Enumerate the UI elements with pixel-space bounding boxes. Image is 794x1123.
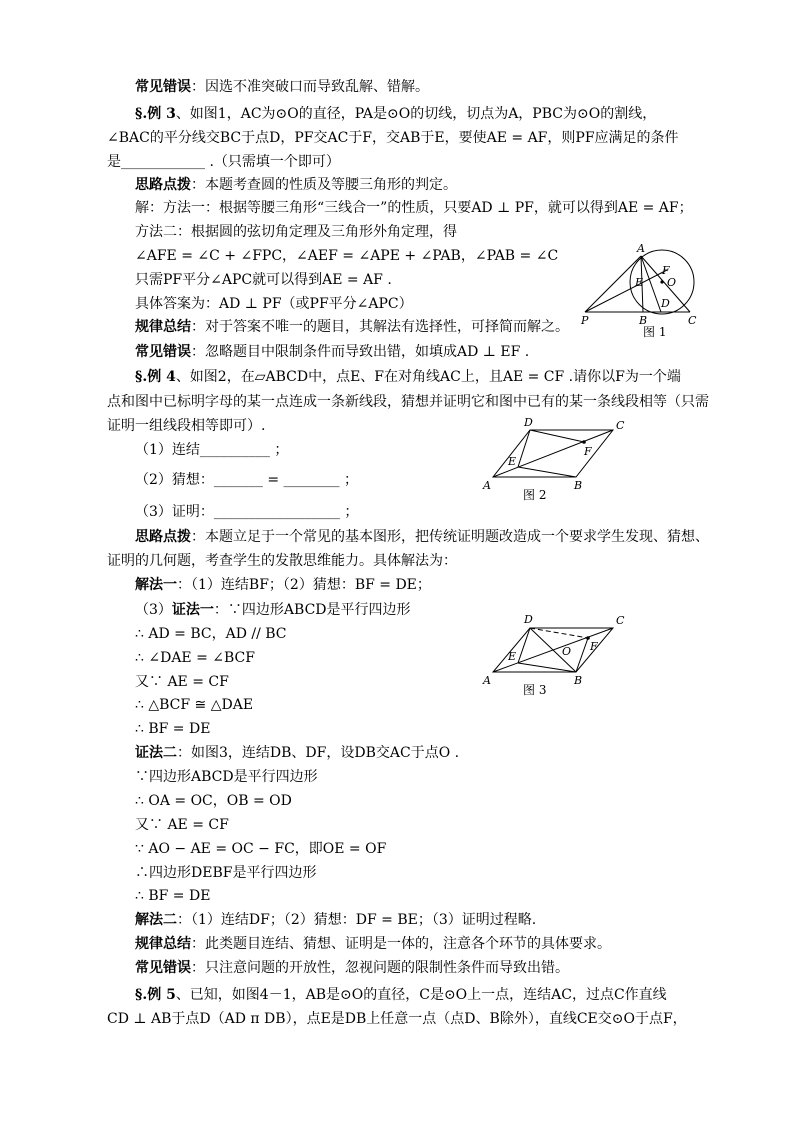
line-text: ：本题考查圆的性质及等腰三角形的判定。 xyxy=(191,177,457,193)
method-2-conclusion: 只需PF平分∠APC就可以得到AE = AF . xyxy=(135,272,392,288)
fig3-caption: 图 3 xyxy=(523,683,547,697)
line-text: 、已知，如图4－1，AB是⊙O的直径，C是⊙O上一点，连结AC，过点C作直线 xyxy=(175,987,667,1003)
common-error-2 xyxy=(135,342,529,362)
example-3-line-3: 是____________ .（只需填一个即可） xyxy=(107,154,340,170)
fig2-label-a: A xyxy=(483,479,491,492)
solution-2 xyxy=(135,910,536,930)
summary-2 xyxy=(135,934,611,954)
line-text: ：对于答案不唯一的题目，其解法有选择性，可择简而解之。 xyxy=(191,319,569,335)
line-label: 常见错误 xyxy=(135,344,191,360)
proof-2-step: ∵四边形ABCD是平行四边形 xyxy=(135,769,318,785)
hint-2-line-2: 证明的几何题，考查学生的发散思维能力。具体解法为： xyxy=(107,553,457,569)
figure-3 xyxy=(478,608,638,700)
blank-guess: （2）猜想：_______ = ________ ； xyxy=(135,472,358,488)
fig1-label-d: D xyxy=(661,297,670,310)
fig3-label-e: E xyxy=(508,650,517,663)
hint-1 xyxy=(135,175,457,195)
line-label: 证法二 xyxy=(135,745,177,761)
line-label: 证法一 xyxy=(171,602,214,618)
proof-1-step: ∴ △BCF ≅ △DAE xyxy=(135,697,254,713)
line-label: 常见错误 xyxy=(135,79,191,95)
line-text: ：（1）连结DF；（2）猜想：DF = BE；（3）证明过程略. xyxy=(177,912,537,928)
method-1: 解：方法一：根据等腰三角形“三线合一”的性质，只要AD ⊥ PF，就可以得到AE = AF； xyxy=(135,200,693,216)
proof-2-step: ∴ OA = OC，OB = OD xyxy=(135,793,292,809)
line-label: 规律总结 xyxy=(135,936,191,952)
fig3-label-b: B xyxy=(574,674,583,687)
example-4-line-2: 点和图中已标明字母的某一点连成一条新线段，猜想并证明它和图中已有的某一条线段相等（只需 xyxy=(107,394,709,410)
blank-proof: （3）证明：__________________ ； xyxy=(135,504,359,520)
proof-2-start xyxy=(135,743,459,763)
proof-1-step: ∴ BF = DE xyxy=(135,721,211,737)
answer-3: 具体答案为：AD ⊥ PF（或PF平分∠APC） xyxy=(135,296,413,312)
fig3-label-d: D xyxy=(524,613,533,626)
figure-1 xyxy=(575,240,705,340)
fig3-label-a: A xyxy=(483,674,491,687)
common-error-3 xyxy=(135,958,569,978)
proof-1-step: 又∵ AE = CF xyxy=(135,674,229,690)
example-3-heading xyxy=(135,104,656,124)
fig2-label-d: D xyxy=(524,416,533,429)
fig1-label-p: P xyxy=(581,314,589,327)
line-label: 思路点拨 xyxy=(135,529,191,545)
fig3-label-c: C xyxy=(616,614,625,627)
line-label: 解法二 xyxy=(135,912,177,928)
fig2-label-e: E xyxy=(508,455,517,468)
fig1-label-o: O xyxy=(667,276,677,289)
fig1-label-b: B xyxy=(639,314,648,327)
line-label: 常见错误 xyxy=(135,960,191,976)
fig3-label-f: F xyxy=(590,640,598,653)
solution-1 xyxy=(135,575,431,595)
example-4-heading xyxy=(135,367,681,387)
line-prefix: （3） xyxy=(135,602,172,618)
fig1-label-f: F xyxy=(662,264,670,277)
line-text: 、如图1，AC为⊙O的直径，PA是⊙O的切线，切点为A，PBC为⊙O的割线， xyxy=(175,106,657,122)
summary-1 xyxy=(135,317,569,337)
blank-connect: （1）连结__________ ； xyxy=(135,442,289,458)
hint-2 xyxy=(135,527,709,547)
line-label: 解法一 xyxy=(135,577,177,593)
line-text: 、如图2，在▱ABCD中，点E、F在对角线AC上，且AE = CF .请你以F为一个端 xyxy=(175,369,681,385)
fig1-label-c: C xyxy=(688,314,697,327)
fig1-label-a: A xyxy=(637,242,645,255)
figure-2 xyxy=(478,415,638,505)
line-text: ：本题立足于一个常见的基本图形，把传统证明题改造成一个要求学生发现、猜想、 xyxy=(191,529,709,545)
line-text: ：此类题目连结、猜想、证明是一体的，注意各个环节的具体要求。 xyxy=(191,936,611,952)
proof-1-step: ∴ AD = BC，AD // BC xyxy=(135,626,287,642)
proof-2-step: ∴四边形DEBF是平行四边形 xyxy=(135,865,317,881)
line-text: ：如图3，连结DB、DF，设DB交AC于点O . xyxy=(177,745,460,761)
example-3-line-2: ∠BAC的平分线交BC于点D，PF交AC于F，交AB于E，要使AE = AF，则PF应满足的条件 xyxy=(107,130,679,146)
example-label: §.例 4 xyxy=(135,369,176,385)
proof-1-step: ∴ ∠DAE = ∠BCF xyxy=(135,650,255,666)
fig3-label-o: O xyxy=(562,645,572,658)
line-text: ：忽略题目中限制条件而导致出错，如填成AD ⊥ EF . xyxy=(191,344,530,360)
example-5-heading xyxy=(135,985,667,1005)
line-text: ：（1）连结BF；（2）猜想：BF = DE； xyxy=(177,577,431,593)
example-5-line-2: CD ⊥ AB于点D（AD π DB），点E是DB上任意一点（点D、B除外），直线CE交⊙O于点F， xyxy=(107,1011,687,1027)
example-label: §.例 3 xyxy=(135,106,176,122)
fig1-caption: 图 1 xyxy=(643,325,667,339)
proof-2-step: ∴ BF = DE xyxy=(135,888,211,904)
fig2-label-c: C xyxy=(616,419,625,432)
common-error-1 xyxy=(135,77,429,97)
line-text: ：只注意问题的开放性，忽视问题的限制性条件而导致出错。 xyxy=(191,960,569,976)
example-4-line-3: 证明一组线段相等即可）. xyxy=(107,418,266,434)
fig1-label-e: E xyxy=(635,276,644,289)
line-text: ：因选不准突破口而导致乱解、错解。 xyxy=(191,79,429,95)
proof-1-start xyxy=(135,600,411,620)
line-text: ：∵四边形ABCD是平行四边形 xyxy=(213,602,411,618)
proof-2-step: ∵ AO − AE = OC − FC，即OE = OF xyxy=(135,841,387,857)
fig2-label-b: B xyxy=(574,479,583,492)
method-2-angles: ∠AFE = ∠C + ∠FPC，∠AEF = ∠APE + ∠PAB，∠PAB = ∠C xyxy=(135,248,559,264)
fig2-label-f: F xyxy=(584,445,592,458)
example-label: §.例 5 xyxy=(135,987,176,1003)
proof-2-step: 又∵ AE = CF xyxy=(135,817,229,833)
line-label: 规律总结 xyxy=(135,319,191,335)
fig2-caption: 图 2 xyxy=(523,488,547,502)
line-label: 思路点拨 xyxy=(135,177,191,193)
method-2: 方法二：根据圆的弦切角定理及三角形外角定理，得 xyxy=(135,224,457,240)
